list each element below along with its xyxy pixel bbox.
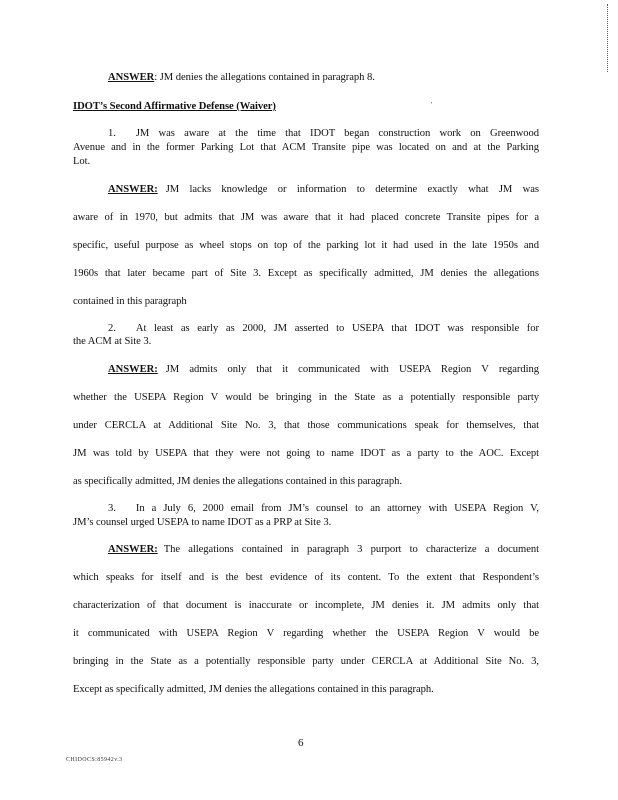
- answer-colon: :: [154, 72, 158, 83]
- answer-2-label: ANSWER:: [108, 364, 158, 375]
- scan-edge-marks: [605, 4, 608, 72]
- item-2-number: 2.: [108, 323, 116, 334]
- answer-1-text-1: JM lacks knowledge or information to determine exactly what JM was: [165, 184, 539, 195]
- answer-2-line-2: whether the USEPA Region V would be bringing in the State as a potentially responsible party: [73, 392, 539, 403]
- item-1-line-2: Avenue and in the former Parking Lot that ACM Transite pipe was located on and at the Parking: [73, 142, 539, 153]
- item-1-number: 1.: [108, 128, 116, 139]
- item-2-line-2: the ACM at Site 3.: [73, 336, 152, 347]
- answer-3-line-5: bringing in the State as a potentially responsible party under CERCLA at Additional Site No. 3,: [73, 656, 539, 667]
- answer-1-line-2: aware of in 1970, but admits that JM was aware that it had placed concrete Transite pipes for a: [73, 212, 539, 223]
- answer-2-line-4: JM was told by USEPA that they were not going to name IDOT as a party to the AOC. Except: [73, 448, 539, 459]
- answer-3-line-6: Except as specifically admitted, JM denies the allegations contained in this paragraph.: [73, 684, 434, 695]
- answer-paragraph-8: [108, 72, 375, 83]
- answer-1-line-5: contained in this paragraph: [73, 296, 187, 307]
- item-2-line-1: [73, 323, 539, 334]
- page-number: 6: [298, 737, 304, 749]
- item-3-text-1: In a July 6, 2000 email from JM’s counsel to an attorney with USEPA Region V,: [135, 503, 539, 514]
- section-heading-text: IDOT’s Second Affirmative Defense (Waiver): [73, 101, 276, 112]
- answer-2-line-5: as specifically admitted, JM denies the allegations contained in this paragraph.: [73, 476, 403, 487]
- answer-3-label: ANSWER:: [108, 544, 158, 555]
- answer-label: ANSWER: [108, 72, 155, 83]
- answer-1-label: ANSWER:: [108, 184, 158, 195]
- answer-1-line-4: 1960s that later became part of Site 3. Except as specifically admitted, JM denies the allegations: [73, 268, 539, 279]
- answer-1-line-3: specific, useful purpose as wheel stops on top of the parking lot it had used in the late 1950s and: [73, 240, 539, 251]
- answer-3-line-3: characterization of that document is inaccurate or incomplete, JM denies it. JM admits only that: [73, 600, 539, 611]
- item-1-text-1: JM was aware at the time that IDOT began construction work on Greenwood: [135, 128, 539, 139]
- answer-text: JM denies the allegations contained in paragraph 8.: [157, 72, 375, 83]
- item-2-text-1: At least as early as 2000, JM asserted to USEPA that IDOT was responsible for: [135, 323, 539, 334]
- item-3-line-2: JM’s counsel urged USEPA to name IDOT as a PRP at Site 3.: [73, 517, 332, 528]
- item-3-line-1: [73, 503, 539, 514]
- item-1-line-1: [73, 128, 539, 139]
- answer-2-line-3: under CERCLA at Additional Site No. 3, that those communications speak for themselves, that: [73, 420, 539, 431]
- item-1-line-3: Lot.: [73, 156, 91, 167]
- answer-3-line-1: [73, 544, 539, 555]
- stray-mark: ': [431, 101, 433, 109]
- answer-3-text-1: The allegations contained in paragraph 3 purport to characterize a document: [163, 544, 539, 555]
- answer-2-text-1: JM admits only that it communicated with USEPA Region V regarding: [165, 364, 539, 375]
- answer-2-line-1: [73, 364, 539, 375]
- document-id: CHIDOCS:85942v.3: [66, 757, 123, 763]
- answer-3-line-2: which speaks for itself and is the best evidence of its content. To the extent that Respondent’s: [73, 572, 539, 583]
- answer-1-line-1: [73, 184, 539, 195]
- answer-3-line-4: it communicated with USEPA Region V regarding whether the USEPA Region V would be: [73, 628, 539, 639]
- section-heading: [73, 101, 276, 112]
- item-3-number: 3.: [108, 503, 116, 514]
